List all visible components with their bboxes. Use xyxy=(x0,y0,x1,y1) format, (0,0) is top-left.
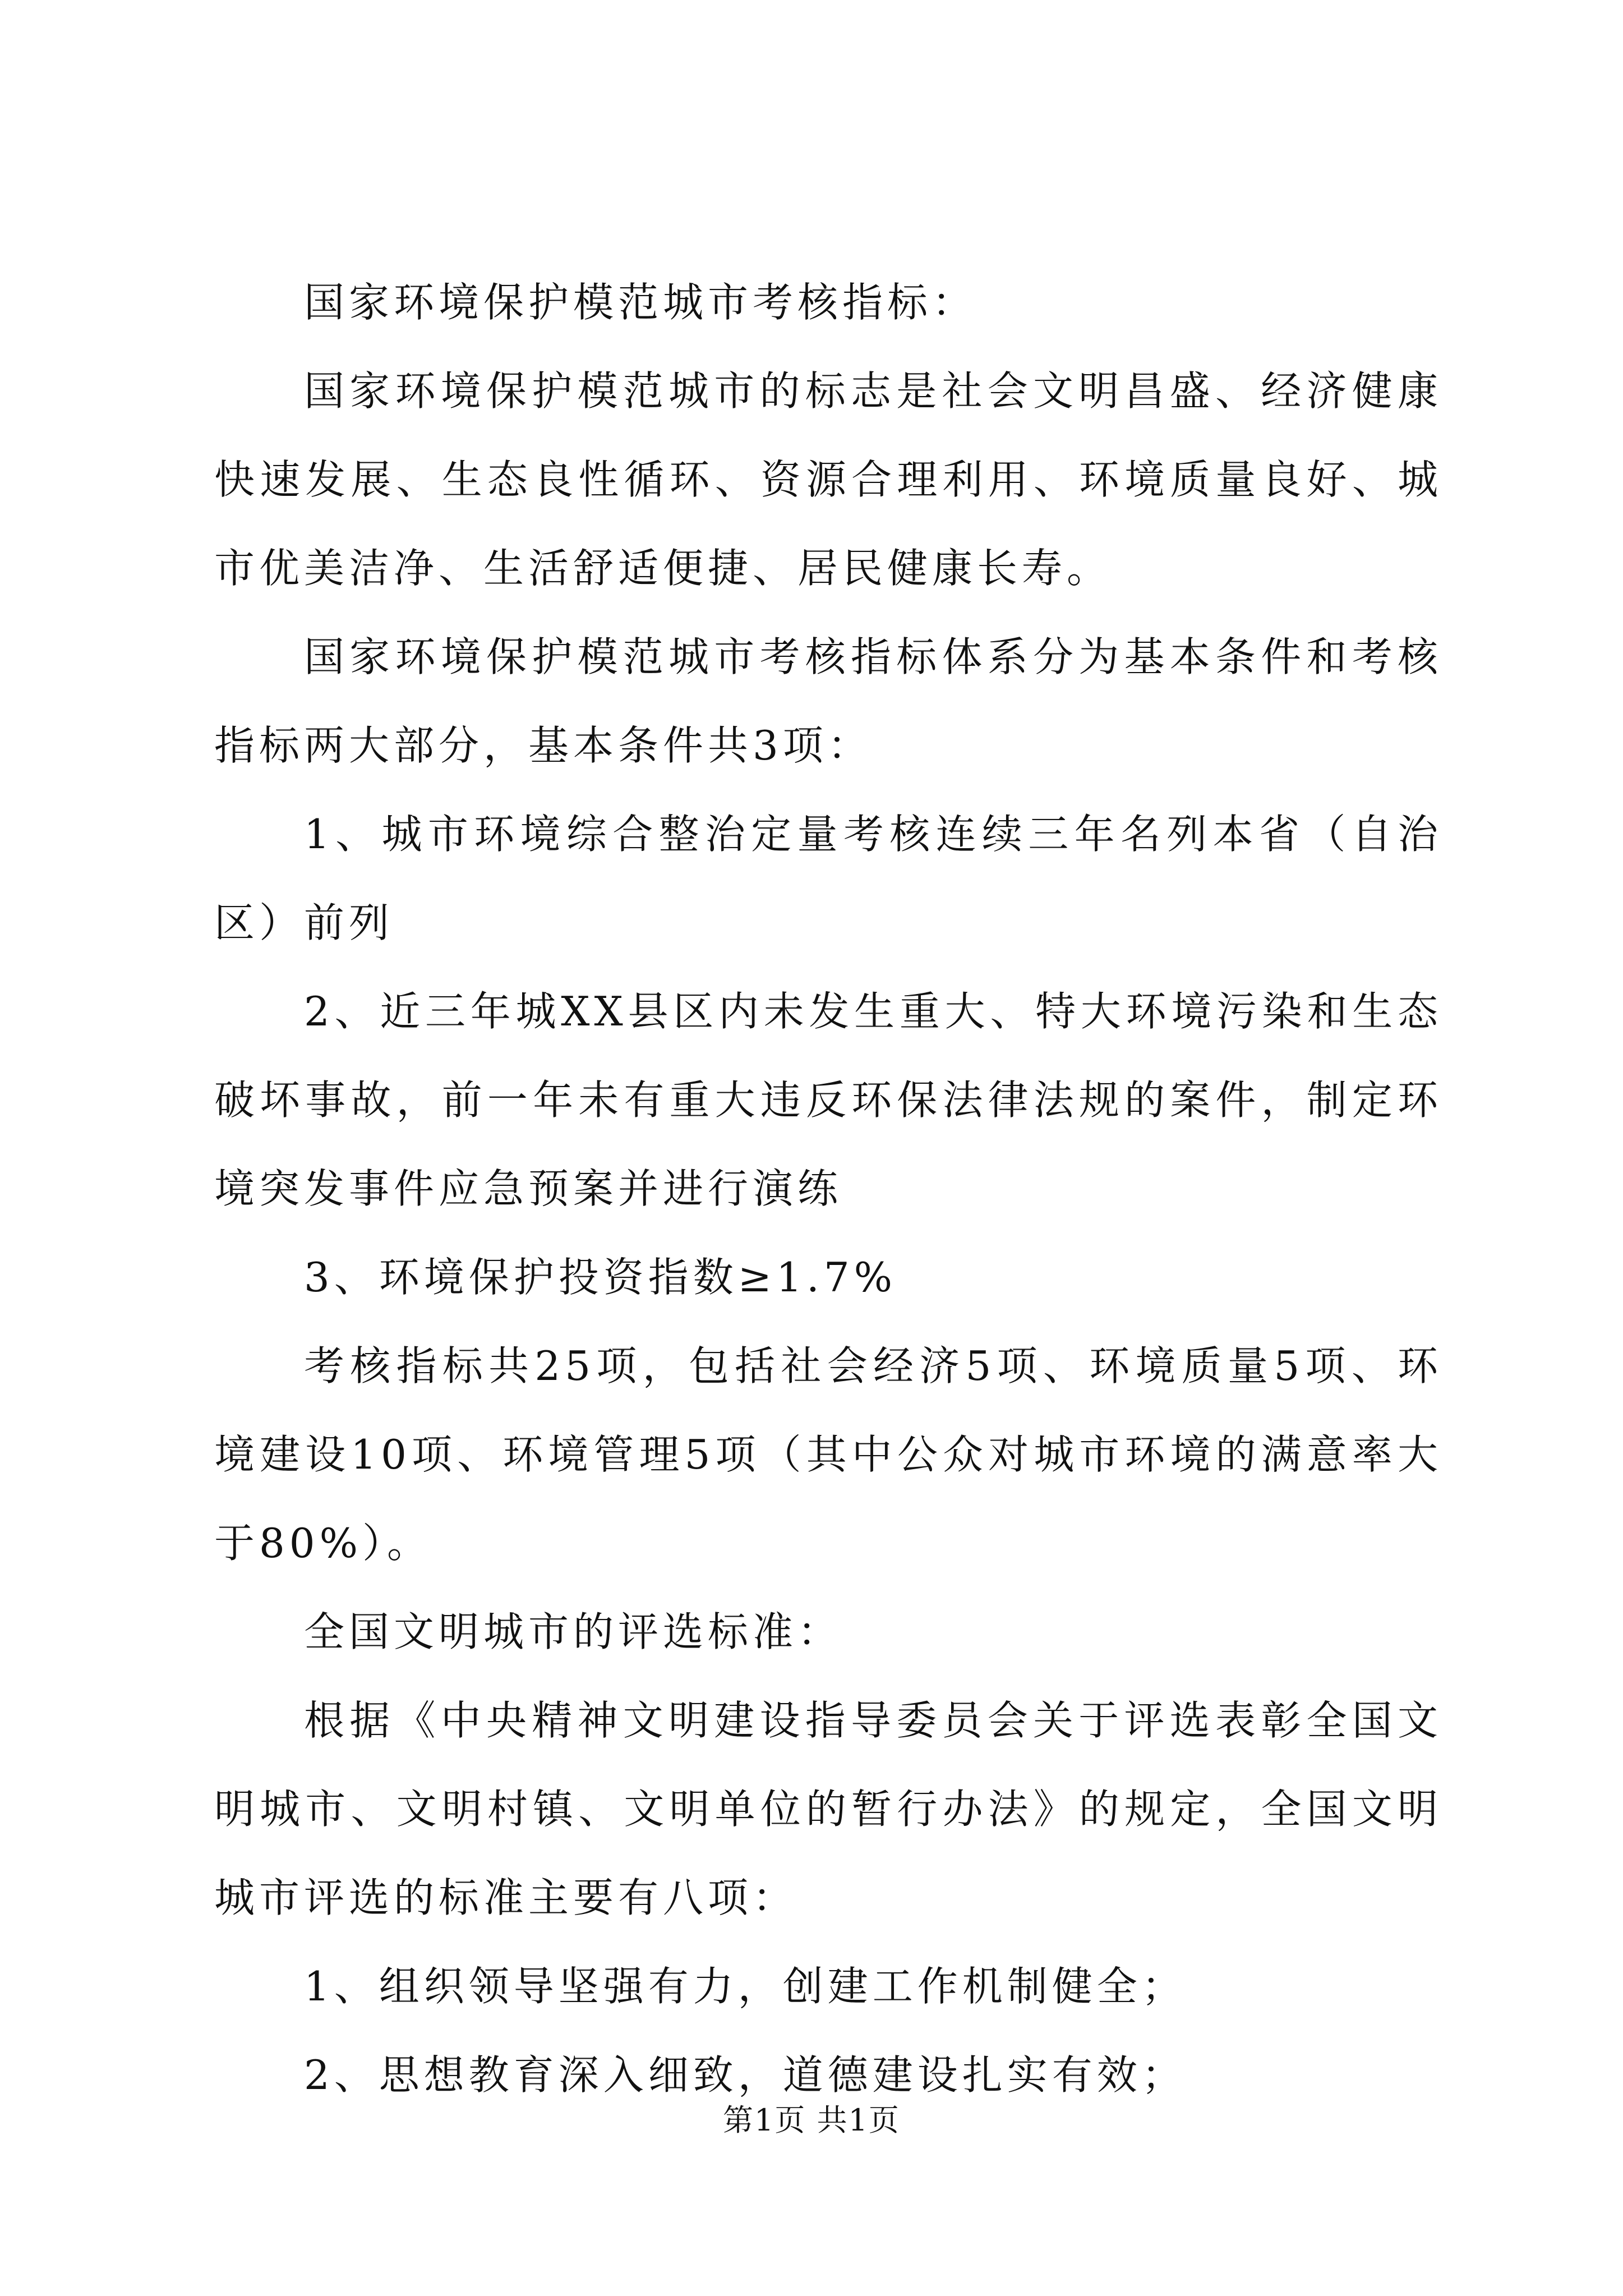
paragraph-condition-1: 1、城市环境综合整治定量考核连续三年名列本省（自治区）前列 xyxy=(214,811,1442,946)
paragraph-condition-3: 3、环境保护投资指数≥1.7% xyxy=(304,1254,897,1301)
paragraph-model-city-definition: 国家环境保护模范城市的标志是社会文明昌盛、经济健康快速发展、生态良性循环、资源合理利用、环境质量良好、城市优美洁净、生活舒适便捷、居民健康长寿。 xyxy=(214,367,1442,592)
paragraph-assessment-indicators: 考核指标共25项，包括社会经济5项、环境质量5项、环境建设10项、环境管理5项（其中公众对城市环境的满意率大于80%）。 xyxy=(214,1342,1442,1567)
paragraph-heading-model-city: 国家环境保护模范城市考核指标： xyxy=(304,279,978,326)
paragraph-index-system: 国家环境保护模范城市考核指标体系分为基本条件和考核指标两大部分，基本条件共3项： xyxy=(214,633,1442,769)
paragraph-condition-2: 2、近三年城XX县区内未发生重大、特大环境污染和生态破坏事故，前一年未有重大违反环保法律法规的案件，制定环境突发事件应急预案并进行演练 xyxy=(214,988,1442,1212)
document-body xyxy=(214,258,1442,2119)
paragraph-heading-civilized-city: 全国文明城市的评选标准： xyxy=(304,1608,843,1655)
paragraph-criterion-1: 1、组织领导坚强有力，创建工作机制健全； xyxy=(304,1963,1187,2010)
paragraph-criterion-2: 2、思想教育深入细致，道德建设扎实有效； xyxy=(304,2051,1187,2099)
paragraph-civilized-city-regulation: 根据《中央精神文明建设指导委员会关于评选表彰全国文明城市、文明村镇、文明单位的暂行办法》的规定，全国文明城市评选的标准主要有八项： xyxy=(214,1697,1442,1921)
page-footer: 第1页 共1页 xyxy=(723,2102,900,2138)
